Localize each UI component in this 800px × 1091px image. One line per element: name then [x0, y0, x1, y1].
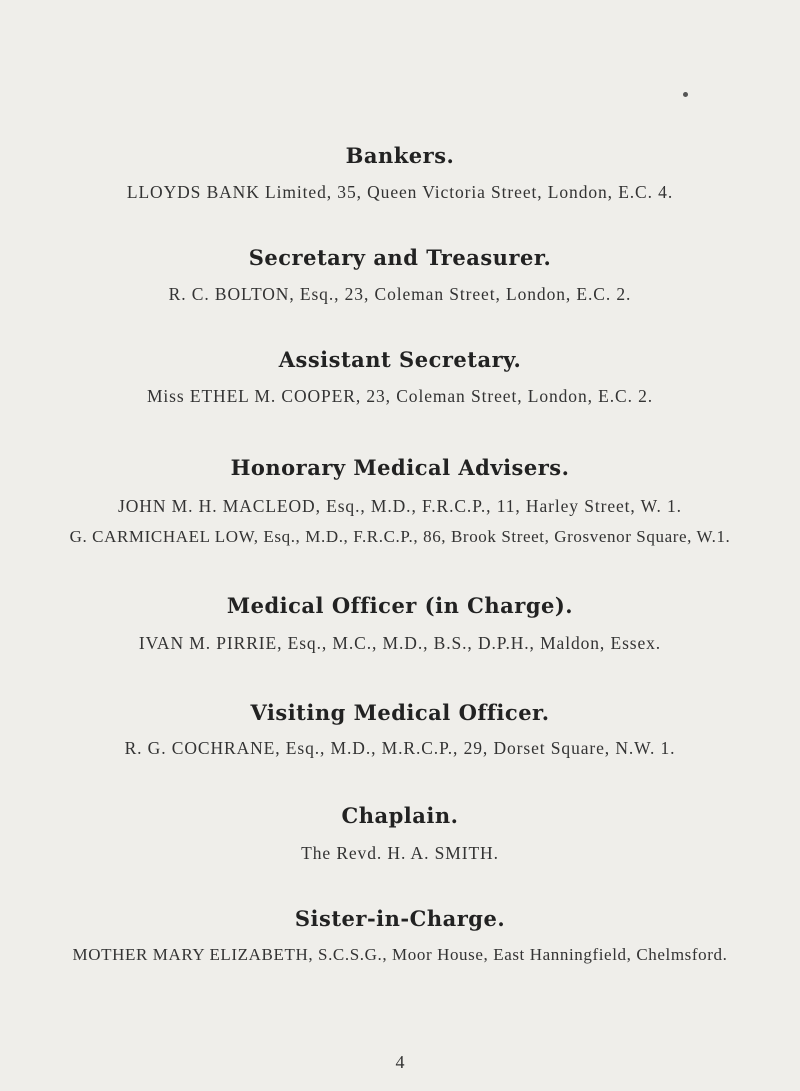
heading-assistant-secretary: Assistant Secretary. [278, 347, 522, 372]
heading-honorary-medical-advisers: Honorary Medical Advisers. [230, 455, 570, 480]
medical-officer-line: IVAN M. PIRRIE, Esq., M.C., M.D., B.S., D.P.H., Maldon, Essex. [138, 633, 662, 653]
chaplain-line: The Revd. H. A. SMITH. [301, 843, 499, 863]
assistant-secretary-line: Miss ETHEL M. COOPER, 23, Coleman Street, London, E.C. 2. [146, 386, 654, 406]
heading-visiting-medical-officer: Visiting Medical Officer. [250, 700, 550, 725]
visiting-medical-officer-line: R. G. COCHRANE, Esq., M.D., M.R.C.P., 29, Dorset Square, N.W. 1. [124, 738, 676, 758]
medical-adviser-line: JOHN M. H. MACLEOD, Esq., M.D., F.R.C.P., 11, Harley Street, W. 1. [118, 496, 682, 516]
secretary-treasurer-line: R. C. BOLTON, Esq., 23, Coleman Street, London, E.C. 2. [168, 284, 632, 304]
heading-secretary-treasurer: Secretary and Treasurer. [248, 245, 552, 270]
page-number: 4 [395, 1052, 405, 1072]
medical-adviser-line: G. CARMICHAEL LOW, Esq., M.D., F.R.C.P., 86, Brook Street, Grosvenor Square, W.1. [69, 527, 731, 546]
bankers-line: LLOYDS BANK Limited, 35, Queen Victoria Street, London, E.C. 4. [126, 182, 674, 202]
heading-sister-in-charge: Sister-in-Charge. [294, 906, 506, 931]
heading-bankers: Bankers. [345, 143, 455, 168]
heading-chaplain: Chaplain. [341, 803, 459, 828]
sister-in-charge-line: MOTHER MARY ELIZABETH, S.C.S.G., Moor House, East Hanningfield, Chelmsford. [72, 945, 728, 964]
heading-medical-officer-in-charge: Medical Officer (in Charge). [226, 593, 574, 618]
ink-speck [683, 92, 688, 97]
